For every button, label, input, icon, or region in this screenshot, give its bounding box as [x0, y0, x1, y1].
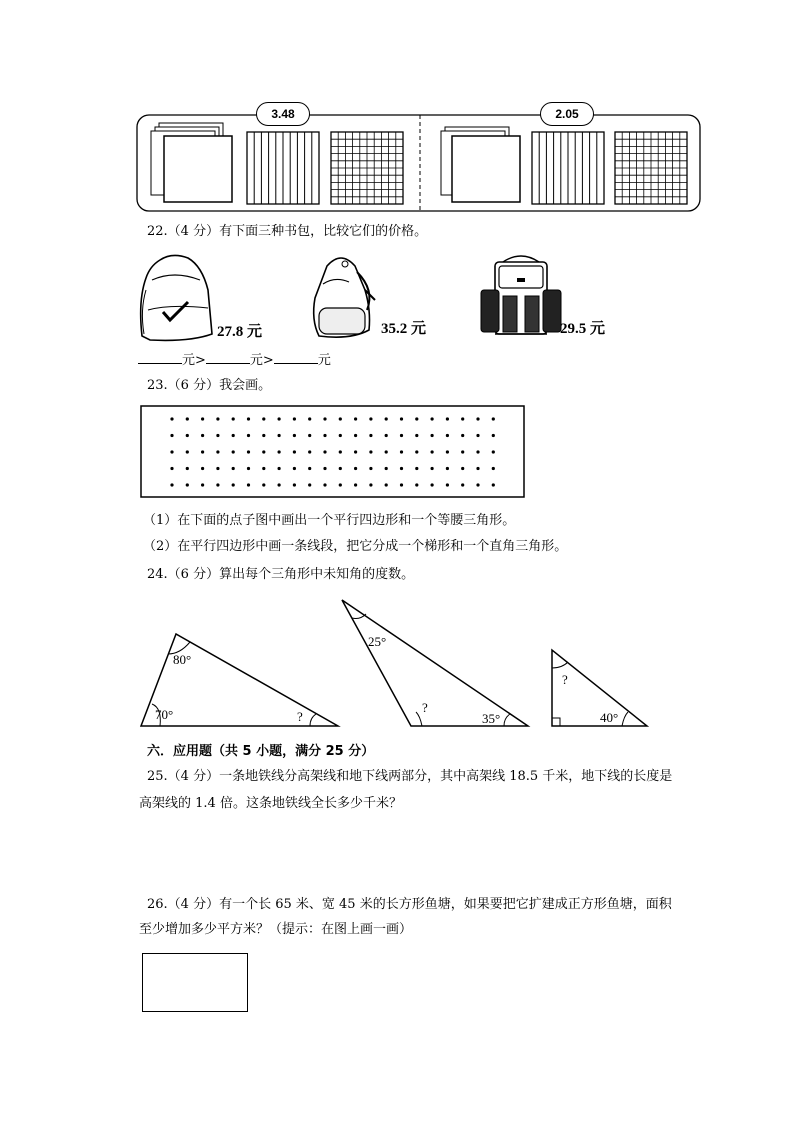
question-23-text: 23.（6 分）我会画。: [147, 378, 272, 393]
hundred-squares-right: [441, 127, 520, 202]
value-bubble-left: 3.48: [256, 102, 310, 126]
tri3-right-angle: 40°: [600, 710, 619, 725]
backpack-2-icon: [314, 258, 375, 337]
hundred-squares-left: [151, 123, 232, 202]
tri3-top-angle: ?: [562, 672, 568, 687]
value-bubble-right: 2.05: [540, 102, 594, 126]
section-6-title: 六．应用题（共 5 小题，满分 25 分）: [147, 744, 375, 759]
tri1-left-angle: 70°: [155, 707, 174, 722]
question-24-text: 24.（6 分）算出每个三角形中未知角的度数。: [147, 567, 415, 582]
hundredths-grid-left: [331, 132, 403, 204]
pond-rectangle[interactable]: [142, 953, 248, 1012]
backpack-1-icon: [141, 255, 212, 340]
question-25-line-2: 高架线的 1.4 倍。这条地铁线全长多少千米？: [139, 796, 402, 811]
question-25-line-1: 25.（4 分）一条地铁线分高架线和地下线两部分，其中高架线 18.5 千米，地下线的长度是: [147, 769, 673, 784]
question-23-sub-2: （2）在平行四边形中画一条线段，把它分成一个梯形和一个直角三角形。: [143, 539, 568, 554]
triangle-2: [342, 600, 528, 726]
backpack-3-icon: [481, 256, 561, 334]
question-22-text: 22.（4 分）有下面三种书包，比较它们的价格。: [147, 224, 428, 239]
bag-2-price: 35.2 元: [381, 321, 427, 337]
tenths-block-left: [247, 132, 319, 204]
tri2-top-angle: 25°: [368, 634, 387, 649]
question-23-sub-1: （1）在下面的点子图中画出一个平行四边形和一个等腰三角形。: [143, 513, 516, 528]
triangles-figure: [0, 590, 794, 740]
answer-blank-1[interactable]: [138, 351, 182, 364]
bag-3-price: 29.5 元: [560, 321, 606, 337]
hundredths-grid-right: [615, 132, 687, 204]
question-26-line-1: 26.（4 分）有一个长 65 米、宽 45 米的长方形鱼塘，如果要把它扩建成正方形鱼塘，面积: [147, 897, 672, 912]
tri2-left-angle: ?: [422, 700, 428, 715]
tri2-right-angle: 35°: [482, 711, 501, 726]
tri1-top-angle: 80°: [173, 652, 192, 667]
compare-unit-2: 元>: [249, 353, 274, 368]
decimal-panel: [0, 0, 794, 220]
bag-1-price: 27.8 元: [217, 324, 263, 340]
compare-unit-3: 元: [317, 353, 331, 368]
compare-unit-1: 元>: [182, 353, 206, 368]
answer-blank-2[interactable]: [206, 351, 250, 364]
answer-blank-3[interactable]: [274, 351, 318, 364]
question-26-line-2: 至少增加多少平方米？（提示：在图上画一画）: [139, 922, 413, 937]
dot-grid[interactable]: [140, 405, 526, 499]
tri1-right-angle: ?: [297, 709, 303, 724]
price-comparison-answer: [138, 349, 331, 368]
decimal-panel-graphic: [0, 0, 794, 220]
tenths-block-right: [532, 132, 604, 204]
